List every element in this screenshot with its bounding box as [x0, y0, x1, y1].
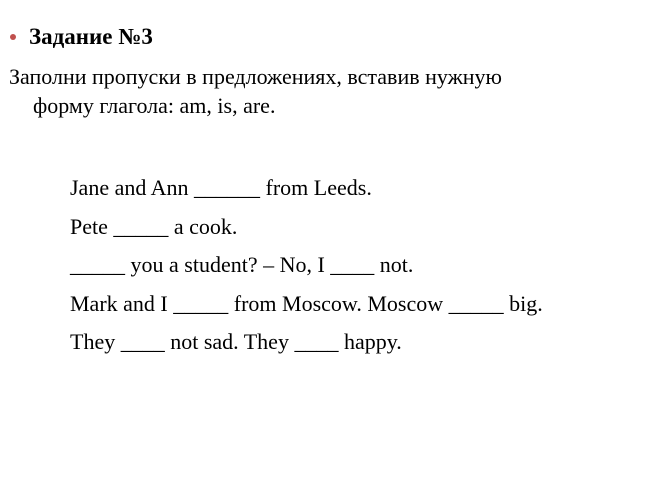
bullet-icon	[10, 34, 16, 40]
exercise-sentences	[70, 169, 665, 362]
instruction-line-2: форму глагола: am, is, are.	[33, 93, 276, 118]
sentence-4: Mark and I _____ from Moscow. Moscow _____ big.	[70, 290, 543, 316]
sentence-3: _____ you a student? – No, I ____ not.	[70, 252, 414, 277]
sentence-5: They ____ not sad. They ____ happy.	[70, 329, 402, 354]
task-instruction	[9, 62, 649, 120]
instruction-line-1: Заполни пропуски в предложениях, вставив нужную	[9, 64, 502, 89]
sentence-2: Pete _____ a cook.	[70, 213, 238, 239]
task-title-row	[10, 22, 153, 52]
task-title: Задание №3	[29, 24, 153, 49]
sentence-1: Jane and Ann ______ from Leeds.	[70, 175, 372, 200]
